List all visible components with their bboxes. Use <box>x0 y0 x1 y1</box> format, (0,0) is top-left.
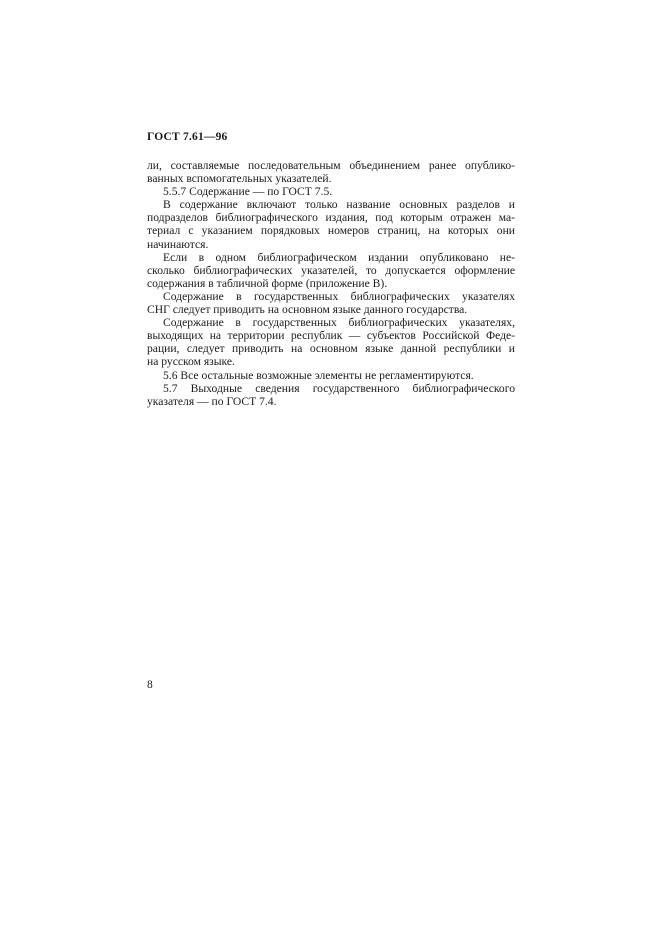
text-line: ванных вспомогательных указателей. <box>147 172 332 186</box>
text-line: териал с указанием порядковых номеров страниц, на которых они <box>147 224 515 238</box>
text-line: на русском языке. <box>147 355 235 369</box>
text-line: ли, составляемые последовательным объединением ранее опублико- <box>147 159 515 172</box>
section-5-6-text: 5.6 Все остальные возможные элементы не регламентируются. <box>163 368 474 382</box>
text-line: сколько библиографических указателей, то допускается оформление <box>147 263 515 277</box>
text-line: Содержание в государственных библиографических указателях <box>163 289 515 303</box>
body-text <box>147 159 515 408</box>
document-header: ГОСТ 7.61—96 <box>147 131 228 143</box>
text-line: СНГ следует приводить на основном языке данного государства. <box>147 303 468 317</box>
text-line: выходящих на территории республик — субъектов Российской Феде- <box>147 329 515 343</box>
text-line: указателя — по ГОСТ 7.4. <box>147 394 277 408</box>
text-line: Содержание в государственных библиографических указателях, <box>163 316 515 330</box>
text-line: начинаются. <box>147 237 209 251</box>
section-5-5-7-heading: 5.5.7 Содержание — по ГОСТ 7.5. <box>163 185 333 199</box>
text-line: содержания в табличной форме (приложение В). <box>147 276 388 290</box>
text-line: В содержание включают только название основных разделов и <box>163 198 515 212</box>
text-line: рации, следует приводить на основном языке данной республики и <box>147 342 515 356</box>
text-line: Если в одном библиографическом издании опубликовано не- <box>163 250 515 264</box>
section-5-7-text: 5.7 Выходные сведения государственного библиографического <box>163 381 515 395</box>
page-number: 8 <box>147 679 153 691</box>
text-line: подразделов библиографического издания, под которым отражен ма- <box>147 211 515 225</box>
